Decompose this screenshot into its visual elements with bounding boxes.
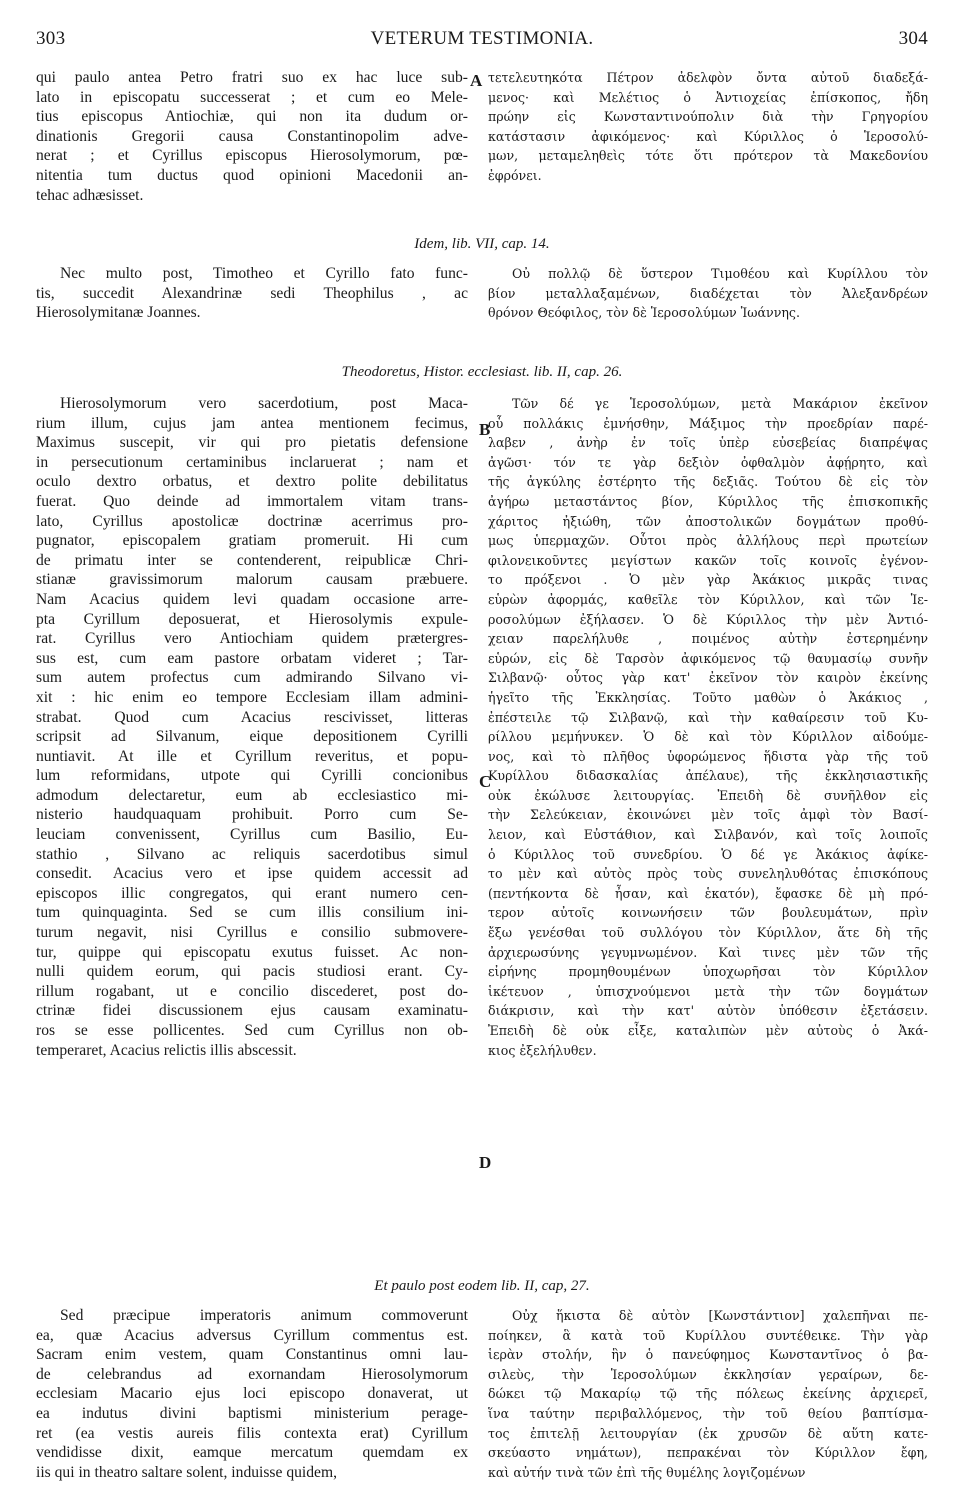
text-line: Οὐ πολλῷ δὲ ὕστερον Τιμοθέου καὶ Κυρίλλου τὸν xyxy=(512,266,928,281)
text-line: Sacram enim vestem, quam Constantinus omni lau- xyxy=(36,1346,468,1364)
latin-column xyxy=(36,1306,468,1482)
text-line: ret (ea vestis aureis filis contexta erat) Cyrillum xyxy=(36,1424,468,1442)
text-line: Ἐπειδὴ δὲ οὐκ εἶξε, καταλιπὼν μὲν αὐτοὺς ὁ Ἀκά- xyxy=(488,1023,928,1038)
text-line: λαβεν , ἀνὴρ ἐν τοῖς ὑπὲρ εὐσεβείας διαπρέψας xyxy=(488,435,928,451)
running-title: VETERUM TESTIMONIA. xyxy=(370,28,594,49)
text-line: Τῶν δέ γε Ἱεροσολύμων, μετὰ Μακάριον ἐκεῖνον xyxy=(512,396,928,411)
text-line: ea, quæ Acacius adversus Cyrillum commentus est. xyxy=(36,1326,468,1344)
text-line: τῆς ἀγκύλης ἐστέρητο τῆς δεξιᾶς. Τούτου δὲ εἰς τὸν xyxy=(488,474,928,490)
text-line: strabat. Quod cum Acacius rescivisset, litteras xyxy=(36,708,468,726)
latin-column xyxy=(36,394,468,1060)
text-line: de primatu inter se contenderent, reipublicæ Chri- xyxy=(36,551,468,569)
text-line: ἱερὰν στολήν, ἣν ὁ πανεύφημος Κωνσταντῖνος ὁ βα- xyxy=(488,1347,928,1363)
text-line: consedit. Acacius vero et ipse quidem accessit ad xyxy=(36,865,468,883)
text-line: ἡγεῖτο τῆς Ἐκκλησίας. Τοῦτο μαθὼν ὁ Ἀκάκιος , xyxy=(488,689,928,705)
section-heading-3 xyxy=(36,1276,928,1298)
text-line: οὗ πολλάκις ἐμνήσθην, Μάξιμος τὴν προεδρίαν παρέ- xyxy=(488,415,928,431)
text-line: rium illum, cujus jam antea mentionem fecimus, xyxy=(36,414,468,432)
text-line: τὴν Σελεύκειαν, ἐκοινώνει μὲν τοῖς ἀμφὶ τὸν Βασί- xyxy=(488,807,928,823)
text-line: episcopos illic congregatos, qui erant numero cen- xyxy=(36,884,468,902)
page-number-left: 303 xyxy=(36,28,66,49)
greek-column xyxy=(488,394,928,1060)
text-line: ροσολύμων ἐξήλασεν. Ὁ δὲ Κύριλλος τὴν μὲν Ἀντιό- xyxy=(488,611,928,627)
text-line: ποίηκεν, ἃ κατὰ τοῦ Κυρίλλου συντέθεικε. Τὴν γὰρ xyxy=(488,1327,928,1343)
text-line: ἐπέστειλε τῷ Σιλβανῷ, καὶ τὴν καθαίρεσιν τοῦ Κυ- xyxy=(488,709,928,725)
text-line: iis qui in theatro saltare solent, induisse quidem, xyxy=(36,1463,337,1481)
text-line: pugnator, episcopalem gratiam promeruit. Hi cum xyxy=(36,532,468,550)
text-line: lum reformidans, utpote qui Cyrilli concionibus xyxy=(36,767,468,785)
text-line: stianæ gravissimorum malorum causam præbuere. xyxy=(36,571,468,589)
text-line: lato, Cyrillus apostolicæ doctrinæ acerrimus pro- xyxy=(36,512,468,530)
text-line: οὐκ ἐκώλυσε λειτουργίας. Ἐπειδὴ δὲ συνῆλθον εἰς xyxy=(488,787,928,803)
citation-heading: Idem, lib. VII, cap. 14. xyxy=(414,236,550,252)
text-line: Nec multo post, Timotheo et Cyrillo fato func- xyxy=(60,265,468,282)
text-line: lato in episcopatu successerat ; et cum eo Mele- xyxy=(36,88,468,106)
text-line: turum negavit, nisi Cyrillus e consilio submovere- xyxy=(36,924,468,942)
text-line: ἐφρόνει. xyxy=(488,167,542,183)
text-line: Maximus suscepit, vir qui pro pietatis defensione xyxy=(36,434,468,452)
text-line: ἀγῶσι· τόν τε γὰρ δεξιὸν ὀφθαλμὸν ἀφῄρητο, καὶ xyxy=(488,454,928,470)
text-line: μως ὑπερμαχῶν. Οὗτοι πρὸς ἀλλήλους περὶ πρωτείων xyxy=(488,533,928,549)
greek-column xyxy=(488,1306,928,1482)
text-line: stathio , Silvano ac reliquis sacerdotibus simul xyxy=(36,845,468,863)
text-line: rillum rogabant, ut e concilio discederet, post do- xyxy=(36,982,468,1000)
text-line: διάκρισιν, καὶ τὴν κατ' αὐτὸν ὑπόθεσιν ἐξετάσειν. xyxy=(488,1003,928,1019)
text-line: sus est, cum eam pastore orbatam videret ; Tar- xyxy=(36,649,468,667)
margin-letter-d: D xyxy=(479,1153,492,1172)
section-heading-2 xyxy=(36,362,928,384)
text-line: καὶ αὐτήν τινὰ τῶν ἐπὶ τῆς θυμέλης λογιζομένων xyxy=(488,1464,806,1480)
text-line: Hierosolymorum vero sacerdotium, post Maca- xyxy=(60,395,468,412)
text-line: sum autem profectus cum admirando Silvano vi- xyxy=(36,669,468,687)
text-line: το μὲν καὶ αὐτὸς πρὸς τοὺς συνεληλυθότας ἐπισκόπους xyxy=(488,866,928,882)
section-4 xyxy=(36,1306,928,1482)
text-line: fuerat. Quo deinde ad immortalem vitam trans- xyxy=(36,492,468,510)
text-line: ros se esse pollicentes. Sed cum Cyrillus non ob- xyxy=(36,1022,468,1039)
text-line: βίον μεταλλαξαμένων, διαδέχεται τὸν Ἀλεξανδρέων xyxy=(488,285,928,301)
text-line: εἰρήνης προμηθουμένων ὑποχωρῆσαι τὸν Κύριλλον xyxy=(488,964,928,980)
text-line: λειον, καὶ Εὐστάθιον, καὶ Σιλβανόν, καὶ τοῖς λοιποῖς xyxy=(488,827,928,843)
text-line: Hierosolymitanæ Joannes. xyxy=(36,304,201,322)
section-3 xyxy=(36,394,928,1060)
citation-heading: Theodoretus, Histor. ecclesiast. lib. II, cap. 26. xyxy=(341,364,623,380)
text-line: εὑρὼν ἀφορμάς, καθεῖλε τὸν Κύριλλον, καὶ τῶν Ἱε- xyxy=(488,591,928,607)
page-number-right: 304 xyxy=(898,28,928,49)
text-line: ecclesiam Macario ejus loci episcopo donaverat, ut xyxy=(36,1385,468,1403)
text-line: leuciam convenissent, Cyrillus cum Basilio, Eu- xyxy=(36,826,468,844)
text-line: Σιλβανῷ· οὗτος γὰρ κατ' ἐκεῖνον τὸν καιρὸν ἐκείνης xyxy=(488,670,928,686)
text-line: εὑρών, εἰς δὲ Ταρσὸν ἀφικόμενος τῷ θαυμασίῳ συνῆν xyxy=(488,650,928,666)
text-line: πρώην εἰς Κωνσταντινούπολιν διὰ τὴν Γρηγορίου xyxy=(488,109,928,125)
greek-column xyxy=(488,264,928,323)
text-line: μων, μεταμεληθεὶς τότε ὅτι πρότερον τὰ Μακεδονίου xyxy=(488,148,928,164)
text-line: Nam Acacius quidem levi quadam occasione arre- xyxy=(36,590,468,608)
margin-letter-c: C xyxy=(479,772,492,791)
text-line: nisterio haudquaquam prohibuit. Porro cum Se- xyxy=(36,806,468,824)
text-line: τερον αὐτοῖς κοινωνήσειν τῶν βουλευμάτων, πρὶν xyxy=(488,905,928,921)
section-heading-1 xyxy=(36,234,928,256)
text-line: Οὐχ ἥκιστα δὲ αὐτὸν [Κωνστάντιον] χαλεπῆναι πε- xyxy=(512,1308,928,1323)
text-line: nerat ; et Cyrillus episcopus Hierosolymorum, pœ- xyxy=(36,147,468,165)
text-line: φιλονεικοῦντες μεγίστων κακῶν τοῖς κοινοῖς ἐγένον- xyxy=(488,552,928,568)
text-line: qui paulo antea Petro fratri suo ex hac luce sub- xyxy=(36,69,468,86)
text-line: dinationis Gregorii causa Constantinopolim adve- xyxy=(36,127,468,145)
text-line: δώκει τῷ Μακαρίῳ τῷ τῆς πόλεως ἐκείνης ἀρχιερεῖ, xyxy=(488,1386,928,1402)
latin-column xyxy=(36,264,468,323)
citation-heading: Et paulo post eodem lib. II, cap, 27. xyxy=(374,1278,590,1294)
margin-letter-b: B xyxy=(479,420,491,439)
text-line: oculo dextro orbatus, et dextro polite debilitatus xyxy=(36,473,468,491)
text-line: xit : hic enim eo tempore Ecclesiam illam admini- xyxy=(36,688,468,706)
text-line: tur, quippe qui episcopatu exutus fuisset. Ac non- xyxy=(36,943,468,961)
text-line: νος, καὶ τὸ πλῆθος ὑφορώμενος ἥδιστα γὰρ τῆς τοῦ xyxy=(488,748,928,764)
text-line: χειαν παρελήλυθε , ποιμένος αὐτὴν ἐστερημένην xyxy=(488,631,928,647)
text-line: κιος ἐξελήλυθεν. xyxy=(488,1042,597,1058)
text-line: Κυρίλλου διδασκαλίας ἀπέλαυε), τῆς ἐκκλησιαστικῆς xyxy=(488,768,928,784)
running-header xyxy=(36,28,928,62)
text-line: το πρόξενοι . Ὁ μὲν γὰρ Ἀκάκιος μικρᾶς τινας xyxy=(488,572,928,588)
text-line: tis, succedit Alexandrinæ sedi Theophilus , ac xyxy=(36,284,468,302)
text-line: tehac adhæsisset. xyxy=(36,186,144,204)
text-line: de celebrandus ad exornandam Hierosolymorum xyxy=(36,1365,468,1383)
text-line: σκεύαστο νημάτων), πεπρακέναι τὸν Κύριλλον ἔφη, xyxy=(488,1445,928,1461)
margin-letter-a: A xyxy=(470,71,483,90)
text-line: ἀρχιερωσύνης γεγυμνωμένον. Καὶ τινες μὲν τῶν τῆς xyxy=(488,944,928,960)
text-line: temperaret, Acacius relictis illis abscessit. xyxy=(36,1041,297,1059)
text-line: (πεντήκοντα δὲ ἦσαν, καὶ ἑκατόν), ἔφασκε δὲ μὴ πρό- xyxy=(488,885,928,901)
text-line: admodum delectaretur, eum ab ecclesiastico mi- xyxy=(36,786,468,804)
text-line: ea indutus divini baptismi ministerium perage- xyxy=(36,1404,468,1422)
text-line: ρίλλου μεμήνυκεν. Ὁ δὲ καὶ τὸν Κύριλλον αἰδούμε- xyxy=(488,729,928,745)
text-line: κατάστασιν ἀφικόμενος· καὶ Κύριλλος ὁ Ἱεροσολύ- xyxy=(488,128,928,144)
text-line: in persecutionum certaminibus inclaruerat ; nam et xyxy=(36,453,468,471)
text-line: ἔξω γενέσθαι τοῦ συλλόγου τὸν Κύριλλον, ἅτε δὴ τῆς xyxy=(488,925,928,941)
text-line: tius episcopus Antiochiæ, qui non ita dudum or- xyxy=(36,108,468,126)
text-line: ἱκέτευον , ὑπισχνούμενοι μετὰ τὴν τῶν δογμάτων xyxy=(488,983,928,999)
text-line: ὁ Κύριλλος τοῦ συνεδρίου. Ὁ δέ γε Ἀκάκιος ἀφίκε- xyxy=(488,846,928,862)
text-line: ἀγήρω μεταστάντος βίον, Κύριλλος τῆς ἐπισκοπικῆς xyxy=(488,493,928,509)
text-line: ἵνα ταύτην περιβαλλόμενος, τὴν τοῦ θείου βαπτίσμα- xyxy=(488,1405,928,1421)
text-line: nuntiavit. At ille et Cyrillum reveritus, et popu- xyxy=(36,747,468,765)
section-2 xyxy=(36,264,928,323)
text-line: nitentia tum ductus quod opinioni Macedonii an- xyxy=(36,166,468,184)
text-line: τος ἐπιτελῇ λειτουργίαν (ἐκ χρυσῶν δὲ αὕτη κατε- xyxy=(488,1425,928,1441)
greek-column xyxy=(488,68,928,205)
text-line: μενος· καὶ Μελέτιος ὁ Ἀντιοχείας ἐπίσκοπος, ἤδη xyxy=(488,89,928,105)
text-line: nulli quidem eorum, qui pacis studiosi erant. Cy- xyxy=(36,963,468,981)
text-line: ctrinæ fidei discussionem ejus causam examinatu- xyxy=(36,1002,468,1020)
latin-column xyxy=(36,68,468,205)
text-line: τετελευτηκότα Πέτρον ἀδελφὸν ὄντα αὐτοῦ διαδεξά- xyxy=(488,70,928,85)
text-line: rat. Cyrillus vero Antiochiam quidem prætergres- xyxy=(36,630,468,648)
text-line: θρόνον Θεόφιλος, τὸν δὲ Ἱεροσολύμων Ἰωάννης. xyxy=(488,305,800,321)
text-line: pta Cyrillum deposuerat, et Hierosolymis expulе- xyxy=(36,610,468,628)
text-line: Sed præcipue imperatoris animum commoverunt xyxy=(60,1307,468,1324)
text-line: vendidisse dixit, eamque mercatum quemdam ex xyxy=(36,1444,468,1462)
text-line: σιλεὺς, τὴν Ἱεροσολύμων ἐκκλησίαν γεραίρων, δε- xyxy=(488,1366,928,1382)
text-line: χάριτος ἠξιώθη, τῶν ἀποστολικῶν δογμάτων προθύ- xyxy=(488,513,928,529)
text-line: scripsit ad Silvanum, eique depositionem Cyrilli xyxy=(36,728,468,746)
text-line: tum quinquaginta. Sed se cum illis consilium ini- xyxy=(36,904,468,922)
